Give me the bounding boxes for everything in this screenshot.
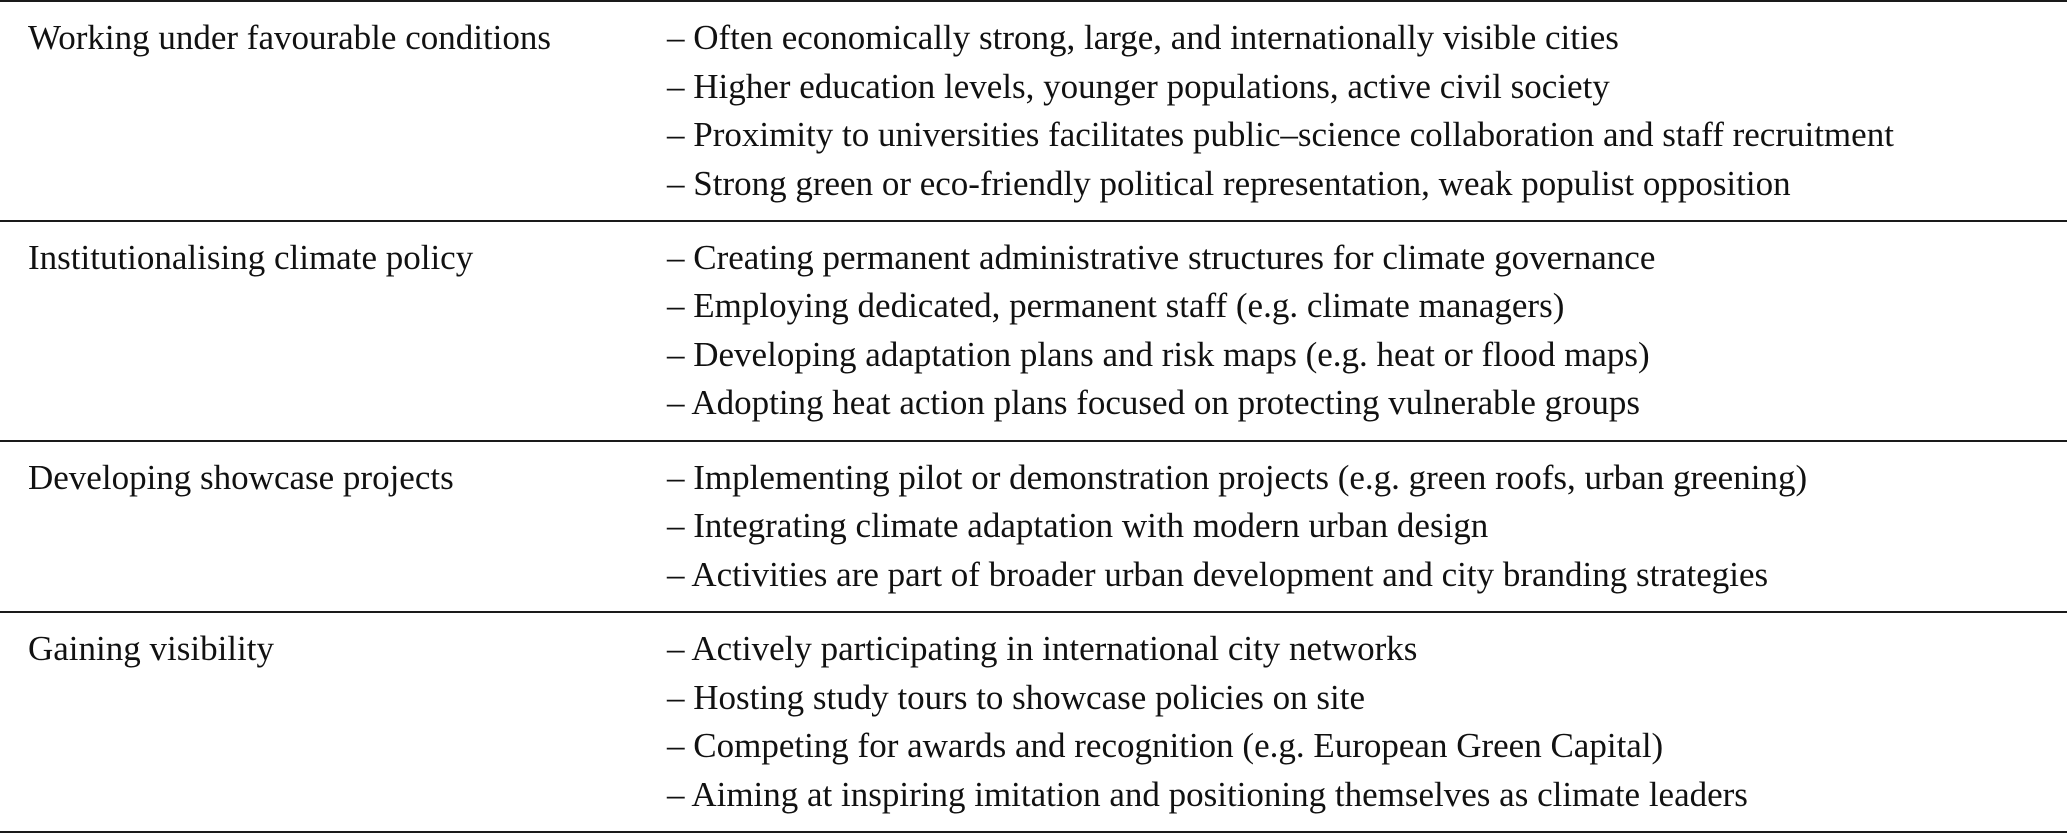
- list-item: – Creating permanent administrative structures for climate governance: [667, 237, 1656, 277]
- list-item: – Aiming at inspiring imitation and positioning themselves as climate leaders: [667, 774, 1748, 814]
- table-row: [0, 1, 2067, 221]
- row-items: [667, 221, 2067, 441]
- row-items: [667, 441, 2067, 612]
- list-item: – Implementing pilot or demonstration projects (e.g. green roofs, urban greening): [667, 457, 1808, 497]
- row-label: Working under favourable conditions: [0, 1, 667, 221]
- list-item: – Adopting heat action plans focused on protecting vulnerable groups: [667, 383, 1640, 423]
- list-item: – Often economically strong, large, and internationally visible cities: [667, 18, 1619, 57]
- list-item: – Competing for awards and recognition (e.g. European Green Capital): [667, 726, 1664, 766]
- list-item: – Activities are part of broader urban development and city branding strategies: [667, 554, 1769, 594]
- row-label: Institutionalising climate policy: [0, 221, 667, 441]
- list-item: – Employing dedicated, permanent staff (e.g. climate managers): [667, 286, 1565, 326]
- row-items: [667, 612, 2067, 832]
- row-label: Gaining visibility: [0, 612, 667, 832]
- list-item: – Developing adaptation plans and risk maps (e.g. heat or flood maps): [667, 334, 1650, 374]
- list-item: – Strong green or eco-friendly political representation, weak populist opposition: [667, 163, 1791, 203]
- list-item: – Higher education levels, younger populations, active civil society: [667, 66, 1610, 106]
- table-row: [0, 441, 2067, 612]
- list-item: – Proximity to universities facilitates public–science collaboration and staff recruitment: [667, 115, 1894, 154]
- list-item: – Integrating climate adaptation with modern urban design: [667, 506, 1489, 546]
- row-label: Developing showcase projects: [0, 441, 667, 612]
- table-row: [0, 221, 2067, 441]
- row-items: [667, 1, 2067, 221]
- list-item: – Actively participating in international city networks: [667, 629, 1418, 669]
- table-row: [0, 612, 2067, 832]
- list-item: – Hosting study tours to showcase policies on site: [667, 677, 1366, 717]
